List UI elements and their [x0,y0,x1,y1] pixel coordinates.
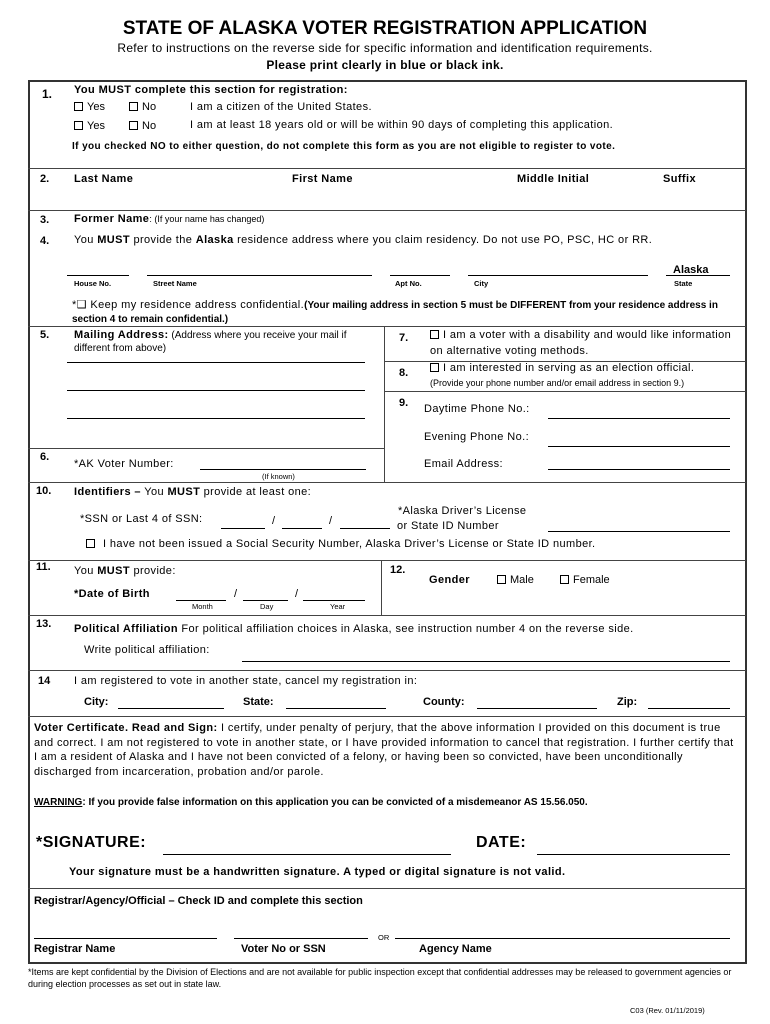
form-instruction: Please print clearly in blue or black ink. [266,58,504,72]
ssn-part-2-input[interactable] [282,528,322,529]
citizen-no-checkbox[interactable]: No [129,101,156,113]
last-name-label: Last Name [74,173,134,185]
date-label: DATE: [476,834,527,851]
voter-certificate: Voter Certificate. Read and Sign: I certify, under penalty of perjury, that the above information I provided on this document is true and correct. I am not registered to vote in another state, or I have provided information to cancel that registration. I further certify that I am a resident of Alaska and I have not been convicted of a felony, or having been so convicted, have been unconditionally discharged from incarceration, probation and/or parole. [34,722,734,778]
dob-month-label: Month [192,602,213,611]
checkbox-icon [430,330,439,339]
section-12-number: 12. [390,564,406,576]
ssn-part-1-input[interactable] [221,528,265,529]
cancel-registration-label: I am registered to vote in another state, cancel my registration in: [74,675,418,687]
cancel-county-input[interactable] [477,708,597,709]
mailing-address-line-2[interactable] [67,390,365,391]
must-provide-label: You MUST provide: [74,565,176,577]
house-no-input[interactable] [67,275,129,276]
age-yes-checkbox[interactable]: Yes [74,120,105,132]
dob-year-input[interactable] [303,600,365,601]
mailing-address-line-1[interactable] [67,362,365,363]
citizen-yes-checkbox[interactable]: Yes [74,101,105,113]
voter-number-label: *AK Voter Number: [74,458,174,470]
political-affiliation-instruction: Political Affiliation For political affiliation choices in Alaska, see instruction number 4 on the reverse side. [74,623,634,635]
section-1-heading: You MUST complete this section for registration: [74,84,348,96]
disability-checkbox[interactable]: I am a voter with a disability and would like information on alternative voting methods. [430,329,732,357]
drivers-license-label: *Alaska Driver’s License [398,505,527,517]
no-identifier-checkbox[interactable]: I have not been issued a Social Security Number, Alaska Driver’s License or State ID number. [86,538,596,550]
former-name-hint: : (If your name has changed) [149,214,265,224]
residence-instruction: You MUST provide the Alaska residence address where you claim residency. Do not use PO, PSC, HC or RR. [74,234,653,246]
agency-name-input[interactable] [395,938,730,939]
election-official-hint: (Provide your phone number and/or email address in section 9.) [430,378,685,388]
political-affiliation-input[interactable] [242,661,730,662]
city-label: City [474,279,489,288]
checkbox-icon [74,102,83,111]
voter-no-label: Voter No or SSN [241,943,326,955]
city-input[interactable] [468,275,648,276]
registrar-name-label: Registrar Name [34,943,116,955]
dob-separator: / [295,588,299,600]
mailing-address-line-3[interactable] [67,418,365,419]
cancel-city-input[interactable] [118,708,224,709]
ssn-separator: / [272,515,276,527]
former-name-field[interactable] [74,213,264,225]
cancel-zip-label: Zip: [617,696,638,708]
date-input[interactable] [537,854,730,855]
cancel-county-label: County: [423,696,465,708]
identifiers-heading: Identifiers – You MUST provide at least one: [74,486,312,498]
email-label: Email Address: [424,458,503,470]
dob-month-input[interactable] [176,600,226,601]
dob-year-label: Year [330,602,346,611]
signature-input[interactable] [163,854,451,855]
signature-label: *SIGNATURE: [36,834,147,851]
checkbox-icon [74,121,83,130]
gender-male-checkbox[interactable]: Male [497,574,534,586]
mailing-address-label: Mailing Address: (Address where you receive your mail if different from above) [74,329,347,354]
registrar-heading: Registrar/Agency/Official – Check ID and complete this section [34,895,363,907]
checkbox-icon [430,363,439,372]
registrar-name-input[interactable] [34,938,217,939]
daytime-phone-label: Daytime Phone No.: [424,403,530,415]
section-14-number: 14 [38,675,51,687]
name-input-area[interactable] [70,188,740,208]
daytime-phone-input[interactable] [548,418,730,419]
warning-text: WARNING: If you provide false information on this application you can be convicted of a misdemeanor AS 15.56.050. [34,797,588,808]
dob-day-label: Day [260,602,274,611]
section-11-number: 11. [36,561,51,573]
section-7-number: 7. [399,332,409,344]
cancel-state-label: State: [243,696,274,708]
house-no-label: House No. [74,279,112,288]
section-4-number: 4. [40,235,50,247]
signature-note: Your signature must be a handwritten signature. A typed or digital signature is not valid. [69,866,566,878]
checkbox-icon [129,102,138,111]
cancel-state-input[interactable] [286,708,386,709]
street-name-label: Street Name [153,279,197,288]
drivers-license-input[interactable] [548,531,730,532]
dob-day-input[interactable] [243,600,288,601]
form-title: STATE OF ALASKA VOTER REGISTRATION APPLICATION [122,18,648,39]
first-name-label: First Name [292,173,353,185]
ssn-part-3-input[interactable] [340,528,390,529]
confidential-address-checkbox[interactable]: *❑ Keep my residence address confidential.(Your mailing address in section 5 must be DIFFERENT from your residence address in section 4 to remain confidential.) [72,299,718,325]
evening-phone-input[interactable] [548,446,730,447]
cancel-city-label: City: [84,696,109,708]
checkbox-icon [497,575,506,584]
registrar-voter-no-input[interactable] [234,938,368,939]
voter-number-input[interactable] [200,469,366,470]
cancel-zip-input[interactable] [648,708,730,709]
section-8-number: 8. [399,367,409,379]
middle-initial-label: Middle Initial [517,173,590,185]
section-2-number: 2. [40,173,50,185]
apt-no-label: Apt No. [395,279,422,288]
section-5-number: 5. [40,329,50,341]
checkbox-icon [560,575,569,584]
or-label: OR [378,933,390,942]
voter-number-hint: (If known) [262,472,295,481]
apt-no-input[interactable] [390,275,450,276]
section-13-number: 13. [36,618,52,630]
form-id: C03 (Rev. 01/11/2019) [630,1006,705,1015]
section-1-number: 1. [42,87,53,101]
election-official-checkbox[interactable]: I am interested in serving as an election official. [430,362,694,374]
form-subtitle: Refer to instructions on the reverse side for specific information and identification requirements. [117,41,653,55]
email-input[interactable] [548,469,730,470]
section-6-number: 6. [40,451,50,463]
citizen-question: I am a citizen of the United States. [190,101,372,113]
former-name-label: Former Name [74,213,150,225]
section-9-number: 9. [399,397,409,409]
gender-female-checkbox[interactable]: Female [560,574,610,586]
checkbox-icon [129,121,138,130]
age-question: I am at least 18 years old or will be within 90 days of completing this application. [190,119,614,131]
age-no-checkbox[interactable]: No [129,120,156,132]
state-id-label: or State ID Number [397,520,499,532]
agency-name-label: Agency Name [419,943,492,955]
suffix-label: Suffix [663,173,696,185]
evening-phone-label: Evening Phone No.: [424,431,530,443]
section-10-number: 10. [36,485,52,497]
state-value: Alaska [673,264,709,276]
ssn-separator: / [329,515,333,527]
checkbox-icon [86,539,95,548]
political-affiliation-label: Write political affiliation: [84,644,210,656]
confidentiality-note: *Items are kept confidential by the Division of Elections and are not available for public inspection except that confidential addresses may be released to government agencies or during election processes as set out in state law. [28,967,732,989]
eligibility-note: If you checked NO to either question, do not complete this form as you are not eligible to register to vote. [72,141,616,152]
section-3-number: 3. [40,214,50,226]
date-of-birth-label: *Date of Birth [74,588,150,600]
gender-label: Gender [429,574,470,586]
street-name-input[interactable] [147,275,372,276]
dob-separator: / [234,588,238,600]
ssn-label: *SSN or Last 4 of SSN: [80,513,203,525]
state-label: State [674,279,693,288]
